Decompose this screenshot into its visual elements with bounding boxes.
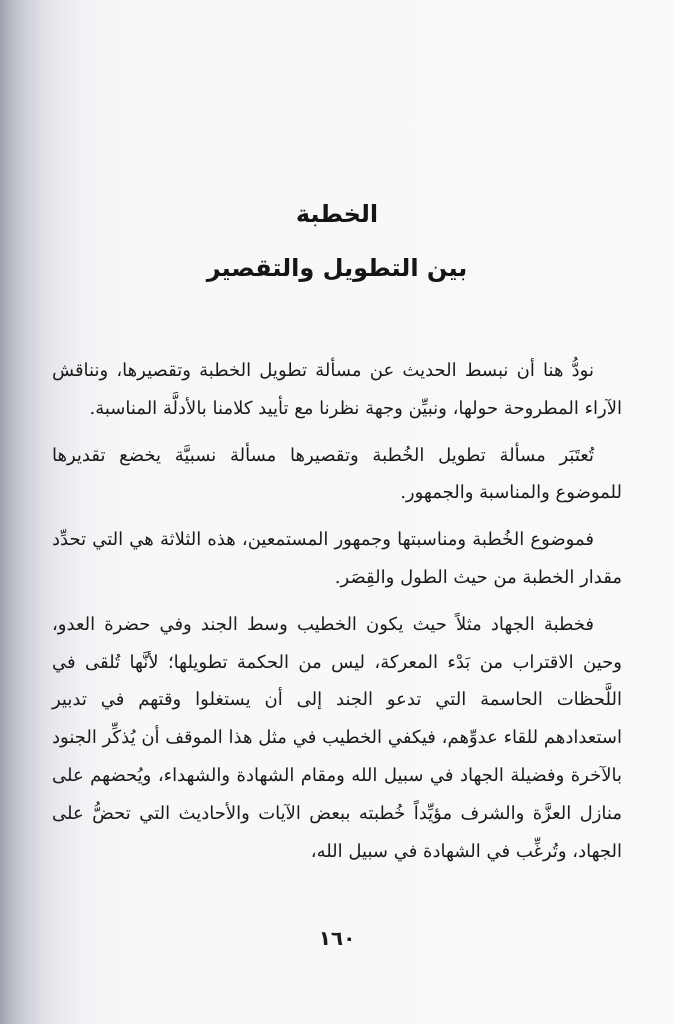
chapter-title: الخطبة (295, 200, 379, 228)
paragraph-jihad-sermon: فخطبة الجهاد مثلاً حيث يكون الخطيب وسط الجند وفي حضرة العدو، وحين الاقتراب من بَدْء المعركة، ليس من الحكمة تطويلها؛ لأنَّها تُلقى في اللَّحظات الحاسمة التي تدعو الجند إلى أن يستغلوا وقتهم في تدبير استعدادهم للقاء عدوِّهم، فيكفي الخطيب في مثل هذا الموقف أن يُذكِّر الجنود بالآخرة وفضيلة الجهاد في سبيل الله ومقام الشهادة والشهداء، ويُحضهم على منازل العزَّة والشرف مؤيِّداً خُطبته ببعض الآيات والأحاديث التي تحضُّ على الجهاد، وتُرغِّب في الشهادة في سبيل الله، (52, 613, 622, 862)
page-number: ١٦٠ (318, 926, 356, 950)
paragraph-three-factors: فموضوع الخُطبة ومناسبتها وجمهور المستمعين، هذه الثلاثة هي التي تحدِّد مقدار الخطبة من حيث الطول والقِصَر. (52, 529, 622, 588)
paragraph-relative-length: تُعتَبَر مسألة تطويل الخُطبة وتقصيرها مسألة نسبيَّة يخضع تقديرها للموضوع والمناسبة والجمهور. (52, 444, 622, 504)
show-through-from-previous-page (55, 60, 125, 330)
body-text (52, 352, 622, 879)
paragraph-intro: نودُّ هنا أن نبسط الحديث عن مسألة تطويل الخطبة وتقصيرها، ونناقش الآراء المطروحة حولها، ونبيِّن وجهة نظرنا مع تأييد كلامنا بالأدلَّة المناسبة. (52, 360, 622, 419)
chapter-subtitle: بين التطويل والتقصير (206, 254, 468, 282)
